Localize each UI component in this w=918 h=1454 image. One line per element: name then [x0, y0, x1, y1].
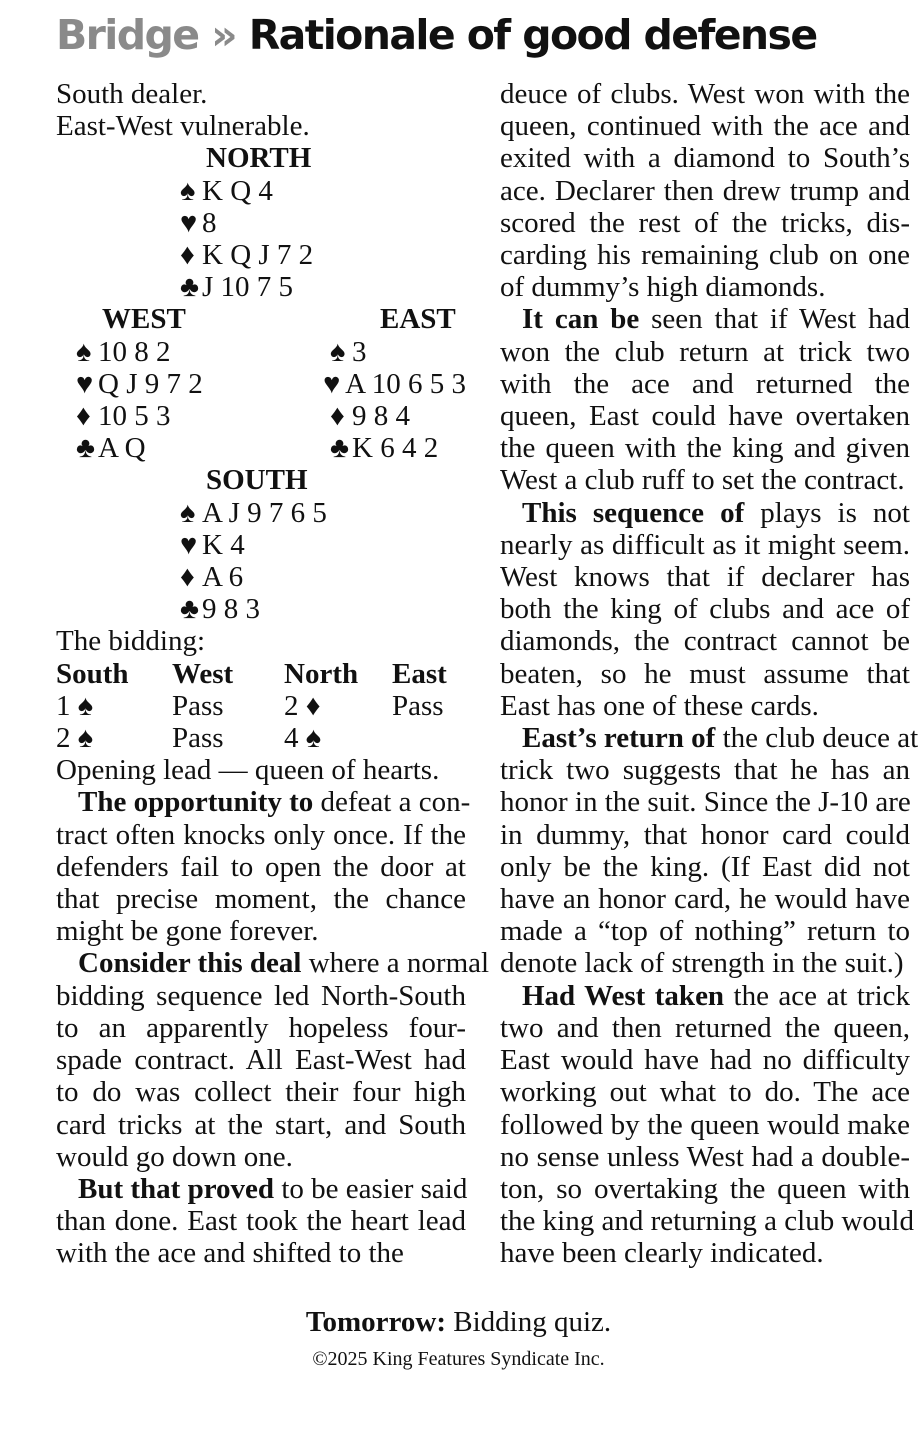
left-article-body: [56, 786, 490, 1270]
line-text: only be the king. (If East did not: [500, 850, 910, 883]
south-clubs: 9 8 3: [202, 593, 260, 626]
line-text: denote lack of strength in the suit.): [500, 947, 904, 980]
line-text: exited with a diamond to South’s: [500, 142, 910, 175]
text-line: [500, 1205, 914, 1238]
text-line: [56, 915, 466, 947]
line-text: where a normal: [301, 947, 490, 980]
text-line: [56, 1205, 466, 1237]
text-line: [500, 658, 910, 690]
line-text: have been clearly indicated.: [500, 1237, 824, 1270]
line-text: trick two suggests that he has an: [500, 754, 910, 787]
text-line: [500, 303, 910, 335]
article-paragraph: [56, 947, 490, 1173]
line-text: East has one of these cards.: [500, 689, 819, 722]
diamond-icon: ♦: [180, 561, 195, 594]
text-line: [500, 175, 910, 207]
article-paragraph: [500, 303, 910, 496]
club-icon: ♣: [76, 432, 96, 465]
page-title: [56, 6, 817, 64]
text-line: [56, 1044, 466, 1076]
north-clubs: J 10 7 5: [202, 271, 294, 304]
line-text: tract often knocks only once. If the: [56, 818, 466, 851]
text-line: [500, 1044, 910, 1076]
line-text: carding his remaining club on one: [500, 239, 910, 272]
line-text: spade contract. All East-West had: [56, 1044, 466, 1077]
text-line: [500, 1237, 910, 1269]
article-paragraph: [500, 722, 918, 980]
line-text: would go down one.: [56, 1140, 293, 1173]
bid-cell: Pass: [172, 689, 224, 722]
club-icon: ♣: [180, 271, 200, 304]
text-line: [500, 851, 910, 883]
text-line: [500, 819, 910, 851]
south-label: SOUTH: [206, 464, 308, 497]
line-text: of dummy’s high diamonds.: [500, 271, 826, 304]
bidding-header: North: [284, 657, 359, 690]
article-paragraph: [56, 786, 471, 948]
spade-icon: ♠: [180, 496, 196, 529]
text-line: [500, 593, 910, 625]
line-text: East would have had no difficulty: [500, 1044, 910, 1077]
line-text: defenders fail to open the door at: [56, 850, 466, 883]
line-text: the club deuce at: [715, 722, 918, 755]
bidding-header-row: [56, 658, 466, 690]
south-hearts: K 4: [202, 528, 245, 561]
line-text: West knows that if declarer has: [500, 561, 910, 594]
line-text: nearly as difficult as it might seem.: [500, 528, 910, 561]
text-line: [500, 722, 918, 755]
line-text: with the ace and shifted to the: [56, 1237, 404, 1270]
line-text: honor in the suit. Since the J-10 are: [500, 786, 911, 819]
article-paragraph: [56, 1173, 466, 1270]
line-text: no sense unless West had a double-: [500, 1140, 910, 1173]
text-line: [56, 1141, 466, 1173]
east-label: EAST: [380, 303, 456, 336]
text-line: [500, 78, 910, 110]
heart-icon: ♥: [323, 367, 341, 400]
line-text: made a “top of nothing” return to: [500, 915, 910, 948]
line-text: scored the rest of the tricks, dis-: [500, 206, 910, 239]
bidding-header: South: [56, 657, 129, 690]
text-line: [56, 947, 490, 980]
text-line: [500, 690, 910, 722]
article-paragraph: [500, 497, 910, 722]
text-line: [500, 207, 910, 239]
hand-south: [56, 464, 466, 625]
paragraph-lead-in: But that proved: [78, 1172, 275, 1205]
line-text: beaten, so he must assume that: [500, 657, 910, 690]
line-text: that precise moment, the chance: [56, 883, 466, 916]
text-line: [56, 1237, 466, 1269]
line-text: ton, so overtaking the queen with: [500, 1172, 910, 1205]
line-text: to do was collect their four high: [56, 1076, 466, 1109]
spade-icon: ♠: [180, 174, 196, 207]
paragraph-lead-in: The opportunity to: [78, 786, 314, 819]
diamond-icon: ♦: [76, 400, 91, 433]
hand-north: [56, 142, 466, 303]
line-text: both the king of clubs and ace of: [500, 593, 910, 626]
text-line: [56, 1173, 466, 1205]
line-text: defeat a con-: [313, 786, 471, 819]
tomorrow-label: Tomorrow:: [305, 1306, 447, 1338]
bidding-row: [56, 690, 466, 722]
heart-icon: ♥: [76, 367, 94, 400]
text-line: [56, 786, 471, 819]
text-line: [500, 786, 910, 818]
headline: Rationale of good defense: [248, 11, 817, 59]
line-text: seen that if West had: [639, 303, 910, 336]
text-line: [56, 1109, 466, 1141]
line-text: in dummy, that honor card could: [500, 818, 910, 851]
spade-icon: ♠: [76, 335, 92, 368]
heart-icon: ♥: [180, 528, 198, 561]
text-line: [500, 336, 910, 368]
spade-icon: ♠: [330, 335, 346, 368]
line-text: than done. East took the heart lead: [56, 1205, 466, 1238]
text-line: [500, 883, 910, 915]
text-line: [500, 947, 910, 979]
line-text: have an honor card, he would have: [500, 883, 910, 916]
east-hearts: A 10 6 5 3: [345, 367, 466, 400]
text-line: [500, 1109, 910, 1141]
line-text: plays is not: [744, 496, 910, 529]
south-spades: A J 9 7 6 5: [202, 496, 327, 529]
tomorrow-text: Bidding quiz.: [446, 1306, 612, 1338]
text-line: [500, 271, 910, 303]
line-text: the queen with the king and given: [500, 432, 910, 465]
opening-lead: Opening lead — queen of hearts.: [56, 754, 440, 787]
text-line: [56, 1012, 466, 1044]
text-line: [500, 368, 910, 400]
line-text: card tricks at the start, and South: [56, 1108, 466, 1141]
line-text: with the ace and returned the: [500, 367, 910, 400]
line-text: the king and returning a club would: [500, 1205, 914, 1238]
line-text: deuce of clubs. West won with the: [500, 78, 910, 110]
west-spades: 10 8 2: [98, 335, 171, 368]
copyright: ©2025 King Features Syndicate Inc.: [312, 1348, 605, 1370]
text-line: [500, 1141, 910, 1173]
south-diamonds: A 6: [202, 561, 244, 594]
text-line: [500, 142, 910, 174]
paragraph-lead-in: It can be: [522, 303, 640, 336]
diamond-icon: ♦: [330, 400, 345, 433]
west-hearts: Q J 9 7 2: [98, 367, 203, 400]
club-icon: ♣: [180, 593, 200, 626]
tomorrow-note: [0, 1306, 917, 1339]
text-line: [56, 851, 466, 883]
article-paragraph: [500, 78, 910, 303]
text-line: [500, 529, 910, 561]
north-diamonds: K Q J 7 2: [202, 239, 314, 272]
line-text: queen, continued with the ace and: [500, 110, 910, 143]
section-label: Bridge »: [56, 11, 236, 59]
paragraph-lead-in: Consider this deal: [78, 947, 302, 980]
paragraph-lead-in: East’s return of: [522, 722, 716, 755]
bid-cell: 2 ♦: [284, 689, 321, 722]
line-text: West a club ruff to set the contract.: [500, 464, 905, 497]
text-line: [500, 625, 910, 657]
line-text: to an apparently hopeless four-: [56, 1011, 466, 1044]
right-article-body: [500, 78, 918, 1270]
bid-cell: 4 ♠: [284, 722, 322, 755]
line-text: working out what to do. The ace: [500, 1076, 910, 1109]
bid-cell: Pass: [172, 722, 224, 755]
text-line: [56, 1076, 466, 1108]
vulnerability-line: East-West vulnerable.: [56, 110, 310, 143]
bidding-title: The bidding:: [56, 625, 206, 658]
right-column: [500, 78, 918, 1270]
text-line: [500, 1076, 910, 1108]
text-line: [500, 464, 910, 496]
article-paragraph: [500, 979, 914, 1270]
bid-cell: Pass: [392, 689, 444, 722]
north-label: NORTH: [206, 142, 312, 175]
left-column: [56, 78, 490, 1270]
text-line: [500, 754, 910, 786]
line-text: might be gone forever.: [56, 915, 319, 948]
east-spades: 3: [352, 335, 367, 368]
bidding-row: [56, 722, 466, 754]
text-line: [56, 883, 466, 915]
west-label: WEST: [102, 303, 186, 336]
line-text: ace. Declarer then drew trump and: [500, 174, 910, 207]
text-line: [500, 239, 910, 271]
line-text: won the club return at trick two: [500, 335, 910, 368]
line-text: bidding sequence led North-South: [56, 979, 466, 1012]
line-text: diamonds, the contract cannot be: [500, 625, 910, 658]
text-line: [500, 1173, 910, 1205]
dealer-line: South dealer.: [56, 78, 208, 110]
line-text: queen, East could have overtaken: [500, 400, 910, 433]
bidding-header: East: [392, 657, 447, 690]
paragraph-lead-in: This sequence of: [522, 496, 745, 529]
east-diamonds: 9 8 4: [352, 400, 410, 433]
text-line: [500, 915, 910, 947]
text-line: [500, 432, 910, 464]
text-line: [500, 110, 910, 142]
paragraph-lead-in: Had West taken: [522, 979, 725, 1012]
club-icon: ♣: [330, 432, 350, 465]
west-clubs: A Q: [98, 432, 146, 465]
line-text: the ace at trick: [724, 979, 910, 1012]
text-line: [56, 980, 466, 1012]
north-hearts: 8: [202, 206, 217, 239]
heart-icon: ♥: [180, 206, 198, 239]
text-line: [56, 819, 466, 851]
north-spades: K Q 4: [202, 174, 273, 207]
line-text: followed by the queen would make: [500, 1108, 910, 1141]
east-clubs: K 6 4 2: [352, 432, 439, 465]
text-line: [500, 980, 910, 1012]
text-line: [500, 400, 910, 432]
line-text: two and then returned the queen,: [500, 1011, 910, 1044]
west-diamonds: 10 5 3: [98, 400, 171, 433]
bid-cell: 1 ♠: [56, 689, 94, 722]
text-line: [500, 497, 910, 529]
text-line: [500, 1012, 910, 1044]
diamond-icon: ♦: [180, 239, 195, 272]
bidding-header: West: [172, 657, 234, 690]
line-text: to be easier said: [274, 1172, 468, 1205]
text-line: [500, 561, 910, 593]
hands-east-west: [56, 303, 466, 464]
bid-cell: 2 ♠: [56, 722, 94, 755]
